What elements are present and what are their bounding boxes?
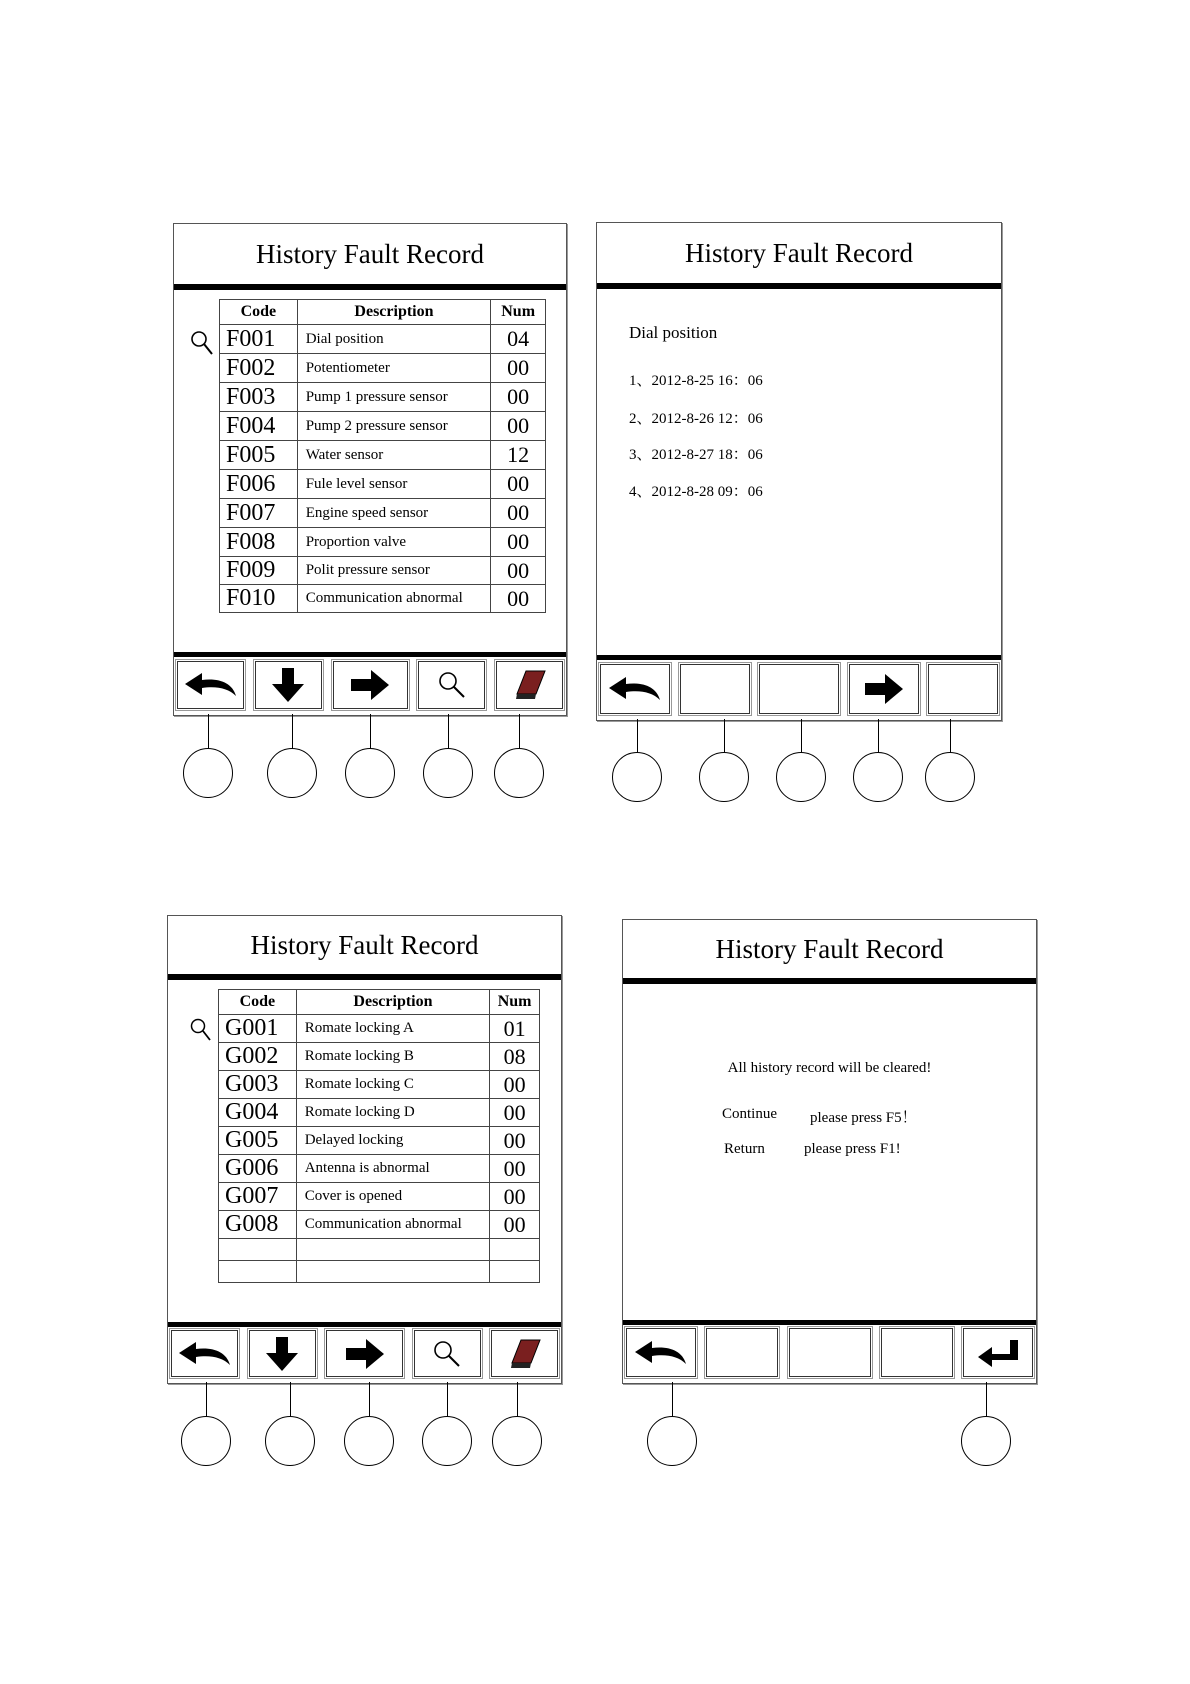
callout-circle: [494, 748, 544, 798]
right-arrow-icon: [349, 668, 391, 702]
clear-warning: All history record will be cleared!: [727, 1060, 932, 1076]
callout-line: [292, 714, 293, 748]
f3-blank-button[interactable]: [759, 664, 839, 714]
continue-hint: please press F5！: [810, 1110, 917, 1126]
table-row[interactable]: F003 Pump 1 pressure sensor 00: [220, 383, 546, 412]
table-row[interactable]: G006 Antenna is abnormal 00: [219, 1155, 540, 1183]
f1-back-button[interactable]: [626, 1328, 696, 1377]
down-arrow-icon: [264, 1335, 300, 1373]
empty-row: [219, 1261, 540, 1283]
callout-circle: [267, 748, 317, 798]
table-row[interactable]: F002 Potentiometer 00: [220, 354, 546, 383]
callout-line: [448, 714, 449, 748]
callout-circle: [423, 748, 473, 798]
f4-search-button[interactable]: [414, 1330, 481, 1377]
callout-line: [208, 714, 209, 748]
callout-circle: [776, 752, 826, 802]
callout-line: [672, 1382, 673, 1416]
return-label: Return: [724, 1141, 765, 1157]
callout-circle: [647, 1416, 697, 1466]
softkey-row: [626, 1328, 1033, 1377]
callout-line: [986, 1382, 987, 1416]
eraser-icon: [512, 668, 548, 702]
eraser-icon: [507, 1337, 543, 1371]
callout-circle: [181, 1416, 231, 1466]
callout-circle: [699, 752, 749, 802]
table-row[interactable]: F007 Engine speed sensor 00: [220, 499, 546, 528]
title-divider: [623, 978, 1036, 984]
callout-line: [447, 1382, 448, 1416]
callout-line: [637, 719, 638, 752]
callout-circle: [853, 752, 903, 802]
callout-line: [517, 1382, 518, 1416]
magnifier-icon: [190, 330, 214, 356]
header-description: Description: [297, 300, 491, 325]
fault-record-screen-f: [173, 223, 567, 716]
fault-detail-screen: [596, 222, 1002, 721]
clear-confirm-screen: [622, 919, 1037, 1384]
table-row[interactable]: G004 Romate locking D 00: [219, 1099, 540, 1127]
back-arrow-icon: [632, 1338, 690, 1368]
callout-circle: [422, 1416, 472, 1466]
callout-line: [519, 714, 520, 748]
callout-circle: [961, 1416, 1011, 1466]
f3-right-button[interactable]: [333, 661, 408, 709]
occurrence-4: 4、2012-8-28 09：06: [629, 484, 763, 500]
screen-title: History Fault Record: [715, 933, 944, 964]
header-code: Code: [219, 990, 297, 1015]
callout-circle: [492, 1416, 542, 1466]
softkey-divider: [597, 655, 1001, 660]
fault-record-screen-g: [167, 915, 562, 1384]
table-row[interactable]: G003 Romate locking C 00: [219, 1071, 540, 1099]
return-hint: please press F1!: [804, 1141, 901, 1157]
enter-icon: [974, 1338, 1022, 1368]
callout-circle: [345, 748, 395, 798]
header-num: Num: [490, 990, 540, 1015]
f2-down-button[interactable]: [255, 661, 322, 709]
magnifier-icon: [437, 670, 467, 700]
magnifier-icon: [432, 1339, 462, 1369]
callout-line: [206, 1382, 207, 1416]
softkey-divider: [168, 1322, 561, 1327]
header-num: Num: [491, 300, 546, 325]
callout-circle: [265, 1416, 315, 1466]
f4-right-button[interactable]: [849, 664, 919, 714]
callout-line: [369, 1382, 370, 1416]
softkey-divider: [174, 652, 566, 657]
callout-circle: [612, 752, 662, 802]
continue-label: Continue: [722, 1106, 777, 1122]
back-arrow-icon: [176, 1339, 234, 1369]
f5-blank-button[interactable]: [928, 664, 998, 714]
title-divider: [168, 974, 561, 980]
screen-title: History Fault Record: [685, 237, 913, 268]
table-row[interactable]: G007 Cover is opened 00: [219, 1183, 540, 1211]
f2-blank-button[interactable]: [706, 1328, 778, 1377]
table-row[interactable]: F006 Fule level sensor 00: [220, 470, 546, 499]
header-code: Code: [220, 300, 298, 325]
callout-line: [370, 714, 371, 748]
table-row[interactable]: F010 Communication abnormal 00: [220, 585, 546, 613]
magnifier-icon: [190, 1018, 212, 1042]
callout-line: [290, 1382, 291, 1416]
back-arrow-icon: [182, 670, 240, 700]
fault-table: [219, 299, 546, 613]
callout-line: [950, 719, 951, 752]
back-arrow-icon: [606, 674, 664, 704]
f4-blank-button[interactable]: [881, 1328, 953, 1377]
f1-back-button[interactable]: [177, 661, 244, 709]
f1-back-button[interactable]: [171, 1330, 238, 1377]
table-row[interactable]: F008 Proportion valve 00: [220, 528, 546, 557]
occurrence-2: 2、2012-8-26 12：06: [629, 411, 763, 427]
table-row[interactable]: F001 Dial position 04: [220, 325, 546, 354]
title-divider: [597, 283, 1001, 289]
callout-circle: [344, 1416, 394, 1466]
table-row[interactable]: G005 Delayed locking 00: [219, 1127, 540, 1155]
occurrence-1: 1、2012-8-25 16：06: [629, 373, 763, 389]
softkey-divider: [623, 1320, 1036, 1325]
header-description: Description: [296, 990, 490, 1015]
f5-clear-button[interactable]: [496, 661, 563, 709]
f4-search-button[interactable]: [418, 661, 485, 709]
table-row[interactable]: F009 Polit pressure sensor 00: [220, 557, 546, 585]
right-arrow-icon: [344, 1337, 386, 1371]
callout-line: [878, 719, 879, 752]
table-row[interactable]: F005 Water sensor 12: [220, 441, 546, 470]
callout-circle: [925, 752, 975, 802]
softkey-row: [171, 1330, 558, 1377]
callout-circle: [183, 748, 233, 798]
screen-title: History Fault Record: [250, 929, 479, 960]
table-row[interactable]: G008 Communication abnormal 00: [219, 1211, 540, 1239]
table-row[interactable]: G001 Romate locking A 01: [219, 1015, 540, 1043]
f3-blank-button[interactable]: [789, 1328, 871, 1377]
down-arrow-icon: [270, 666, 306, 704]
table-row[interactable]: F004 Pump 2 pressure sensor 00: [220, 412, 546, 441]
f2-down-button[interactable]: [249, 1330, 316, 1377]
occurrence-3: 3、2012-8-27 18：06: [629, 447, 763, 463]
f5-clear-button[interactable]: [491, 1330, 558, 1377]
screen-title: History Fault Record: [256, 238, 484, 269]
fault-name: Dial position: [629, 323, 718, 342]
softkey-row: [600, 664, 998, 714]
callout-line: [724, 719, 725, 752]
f5-confirm-button[interactable]: [963, 1328, 1033, 1377]
softkey-row: [177, 661, 563, 709]
table-row[interactable]: G002 Romate locking B 08: [219, 1043, 540, 1071]
title-divider: [174, 284, 566, 290]
callout-line: [801, 719, 802, 752]
f3-right-button[interactable]: [326, 1330, 403, 1377]
right-arrow-icon: [863, 672, 905, 706]
f1-back-button[interactable]: [600, 664, 670, 714]
fault-table: [218, 989, 540, 1283]
f2-blank-button[interactable]: [680, 664, 750, 714]
empty-row: [219, 1239, 540, 1261]
